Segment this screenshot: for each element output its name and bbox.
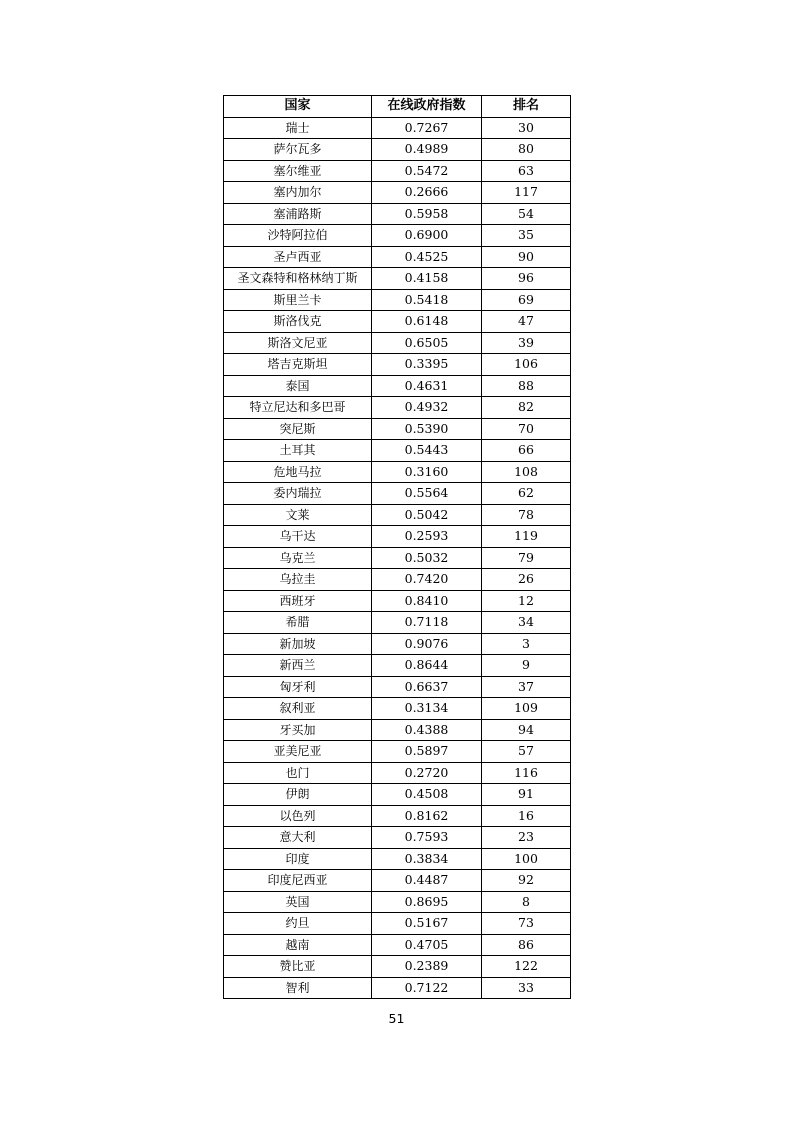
cell-egov-index: 0.3395 [372, 354, 482, 376]
cell-rank: 3 [482, 633, 571, 655]
cell-rank: 39 [482, 332, 571, 354]
cell-rank: 8 [482, 891, 571, 913]
table-row [224, 461, 571, 483]
cell-rank: 66 [482, 440, 571, 462]
table-row [224, 805, 571, 827]
table-row [224, 676, 571, 698]
cell-country: 约旦 [224, 913, 372, 935]
cell-rank: 80 [482, 139, 571, 161]
table-row [224, 848, 571, 870]
cell-egov-index: 0.9076 [372, 633, 482, 655]
table-body [224, 117, 571, 999]
cell-rank: 117 [482, 182, 571, 204]
cell-egov-index: 0.6900 [372, 225, 482, 247]
cell-country: 叙利亚 [224, 698, 372, 720]
cell-rank: 106 [482, 354, 571, 376]
cell-country: 文莱 [224, 504, 372, 526]
cell-rank: 33 [482, 977, 571, 999]
table-row [224, 504, 571, 526]
table-row [224, 913, 571, 935]
table-row [224, 784, 571, 806]
cell-country: 泰国 [224, 375, 372, 397]
cell-country: 斯洛文尼亚 [224, 332, 372, 354]
table-header-row [224, 96, 571, 118]
cell-country: 委内瑞拉 [224, 483, 372, 505]
cell-egov-index: 0.6637 [372, 676, 482, 698]
cell-rank: 79 [482, 547, 571, 569]
cell-country: 以色列 [224, 805, 372, 827]
cell-egov-index: 0.8162 [372, 805, 482, 827]
cell-egov-index: 0.4989 [372, 139, 482, 161]
egov-index-table [223, 95, 571, 999]
cell-egov-index: 0.5167 [372, 913, 482, 935]
table-row [224, 139, 571, 161]
header-rank: 排名 [482, 96, 571, 118]
cell-egov-index: 0.2666 [372, 182, 482, 204]
table-row [224, 526, 571, 548]
cell-country: 沙特阿拉伯 [224, 225, 372, 247]
cell-rank: 73 [482, 913, 571, 935]
cell-rank: 47 [482, 311, 571, 333]
cell-egov-index: 0.3834 [372, 848, 482, 870]
cell-rank: 96 [482, 268, 571, 290]
cell-egov-index: 0.5042 [372, 504, 482, 526]
cell-egov-index: 0.4158 [372, 268, 482, 290]
table-row [224, 332, 571, 354]
cell-country: 亚美尼亚 [224, 741, 372, 763]
cell-egov-index: 0.7420 [372, 569, 482, 591]
table-row [224, 762, 571, 784]
cell-country: 赞比亚 [224, 956, 372, 978]
table-row [224, 612, 571, 634]
cell-country: 特立尼达和多巴哥 [224, 397, 372, 419]
cell-rank: 91 [482, 784, 571, 806]
cell-rank: 63 [482, 160, 571, 182]
cell-egov-index: 0.4388 [372, 719, 482, 741]
table-row [224, 569, 571, 591]
cell-rank: 69 [482, 289, 571, 311]
cell-country: 瑞士 [224, 117, 372, 139]
table-row [224, 418, 571, 440]
cell-egov-index: 0.2720 [372, 762, 482, 784]
cell-rank: 109 [482, 698, 571, 720]
cell-rank: 82 [482, 397, 571, 419]
cell-rank: 54 [482, 203, 571, 225]
cell-country: 危地马拉 [224, 461, 372, 483]
cell-country: 乌干达 [224, 526, 372, 548]
cell-country: 智利 [224, 977, 372, 999]
cell-country: 也门 [224, 762, 372, 784]
cell-rank: 119 [482, 526, 571, 548]
table-row [224, 891, 571, 913]
cell-rank: 122 [482, 956, 571, 978]
cell-country: 牙买加 [224, 719, 372, 741]
cell-egov-index: 0.6148 [372, 311, 482, 333]
cell-rank: 108 [482, 461, 571, 483]
header-egov-index: 在线政府指数 [372, 96, 482, 118]
table-row [224, 182, 571, 204]
table-row [224, 225, 571, 247]
cell-country: 匈牙利 [224, 676, 372, 698]
cell-egov-index: 0.7267 [372, 117, 482, 139]
cell-egov-index: 0.5443 [372, 440, 482, 462]
cell-country: 印度 [224, 848, 372, 870]
cell-rank: 30 [482, 117, 571, 139]
cell-rank: 78 [482, 504, 571, 526]
cell-rank: 90 [482, 246, 571, 268]
cell-country: 新加坡 [224, 633, 372, 655]
cell-country: 印度尼西亚 [224, 870, 372, 892]
cell-country: 意大利 [224, 827, 372, 849]
cell-country: 希腊 [224, 612, 372, 634]
cell-egov-index: 0.2389 [372, 956, 482, 978]
table-row [224, 956, 571, 978]
table-row [224, 375, 571, 397]
table-row [224, 698, 571, 720]
cell-egov-index: 0.4932 [372, 397, 482, 419]
cell-egov-index: 0.4631 [372, 375, 482, 397]
cell-egov-index: 0.5958 [372, 203, 482, 225]
table-row [224, 590, 571, 612]
table-row [224, 289, 571, 311]
cell-egov-index: 0.4705 [372, 934, 482, 956]
cell-country: 伊朗 [224, 784, 372, 806]
cell-rank: 9 [482, 655, 571, 677]
cell-rank: 92 [482, 870, 571, 892]
cell-rank: 16 [482, 805, 571, 827]
table-row [224, 160, 571, 182]
cell-country: 萨尔瓦多 [224, 139, 372, 161]
cell-rank: 26 [482, 569, 571, 591]
cell-rank: 12 [482, 590, 571, 612]
cell-country: 塔吉克斯坦 [224, 354, 372, 376]
table-row [224, 741, 571, 763]
cell-egov-index: 0.5564 [372, 483, 482, 505]
cell-egov-index: 0.4508 [372, 784, 482, 806]
cell-country: 土耳其 [224, 440, 372, 462]
table-row [224, 354, 571, 376]
cell-egov-index: 0.8695 [372, 891, 482, 913]
table-row [224, 719, 571, 741]
table-row [224, 934, 571, 956]
cell-country: 越南 [224, 934, 372, 956]
table-row [224, 827, 571, 849]
table-row [224, 977, 571, 999]
cell-egov-index: 0.5032 [372, 547, 482, 569]
cell-country: 斯里兰卡 [224, 289, 372, 311]
cell-rank: 116 [482, 762, 571, 784]
cell-country: 新西兰 [224, 655, 372, 677]
cell-rank: 35 [482, 225, 571, 247]
cell-egov-index: 0.3134 [372, 698, 482, 720]
table-row [224, 633, 571, 655]
table-row [224, 547, 571, 569]
table-row [224, 397, 571, 419]
cell-country: 塞尔维亚 [224, 160, 372, 182]
cell-country: 西班牙 [224, 590, 372, 612]
table-row [224, 655, 571, 677]
table-row [224, 483, 571, 505]
cell-rank: 23 [482, 827, 571, 849]
cell-egov-index: 0.7122 [372, 977, 482, 999]
cell-egov-index: 0.5472 [372, 160, 482, 182]
cell-egov-index: 0.2593 [372, 526, 482, 548]
table-row [224, 203, 571, 225]
cell-rank: 94 [482, 719, 571, 741]
page-number: 51 [388, 1011, 405, 1026]
cell-country: 斯洛伐克 [224, 311, 372, 333]
cell-rank: 86 [482, 934, 571, 956]
cell-country: 圣文森特和格林纳丁斯 [224, 268, 372, 290]
cell-rank: 100 [482, 848, 571, 870]
cell-country: 突尼斯 [224, 418, 372, 440]
cell-country: 英国 [224, 891, 372, 913]
table-row [224, 117, 571, 139]
cell-rank: 62 [482, 483, 571, 505]
cell-egov-index: 0.6505 [372, 332, 482, 354]
cell-egov-index: 0.7118 [372, 612, 482, 634]
table-row [224, 246, 571, 268]
cell-egov-index: 0.3160 [372, 461, 482, 483]
cell-egov-index: 0.5418 [372, 289, 482, 311]
cell-egov-index: 0.5897 [372, 741, 482, 763]
header-country: 国家 [224, 96, 372, 118]
cell-country: 塞内加尔 [224, 182, 372, 204]
table-row [224, 268, 571, 290]
cell-country: 乌拉圭 [224, 569, 372, 591]
table-row [224, 440, 571, 462]
cell-egov-index: 0.4487 [372, 870, 482, 892]
table-row [224, 311, 571, 333]
cell-rank: 70 [482, 418, 571, 440]
table-row [224, 870, 571, 892]
cell-rank: 37 [482, 676, 571, 698]
cell-egov-index: 0.5390 [372, 418, 482, 440]
cell-rank: 88 [482, 375, 571, 397]
cell-country: 塞浦路斯 [224, 203, 372, 225]
cell-rank: 57 [482, 741, 571, 763]
cell-country: 圣卢西亚 [224, 246, 372, 268]
cell-egov-index: 0.8644 [372, 655, 482, 677]
cell-egov-index: 0.8410 [372, 590, 482, 612]
cell-country: 乌克兰 [224, 547, 372, 569]
cell-egov-index: 0.7593 [372, 827, 482, 849]
cell-egov-index: 0.4525 [372, 246, 482, 268]
cell-rank: 34 [482, 612, 571, 634]
